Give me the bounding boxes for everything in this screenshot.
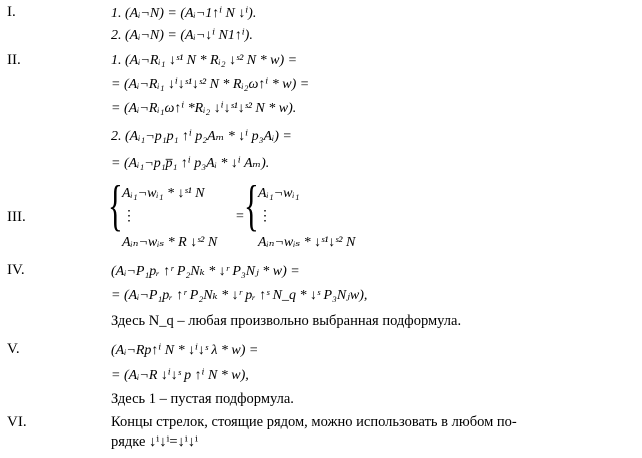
- rule-ii-1-step2: = (Aᵢ¬Rᵢ₁ ↓ⁱ↓ˢ¹↓ˢ² N * Rᵢ₂ω↑ⁱ * w) =: [111, 77, 310, 92]
- rule-vi-text-line1: Концы стрелок, стоящие рядом, можно использовать в любом по-: [111, 414, 517, 430]
- system-right-ellipsis: ⋮: [258, 209, 272, 224]
- section-label-iv: IV.: [7, 262, 25, 278]
- section-label-v: V.: [7, 341, 20, 357]
- rule-iv-1: (Aᵢ¬P₁pᵣ ↑ʳ P₂Nₖ * ↓ʳ P₃Nⱼ * w) =: [111, 264, 300, 279]
- system-right-row-1: Aᵢ₁¬wᵢ₁: [258, 186, 300, 201]
- section-label-iii: III.: [7, 209, 26, 225]
- section-label-i: I.: [7, 4, 16, 20]
- section-label-ii: II.: [7, 52, 21, 68]
- system-left-row-1: Aᵢ₁¬wᵢ₁ * ↓ˢ¹ N: [122, 186, 205, 201]
- note-iv: Здесь N_q – любая произвольно выбранная подформула.: [111, 313, 462, 329]
- rule-ii-2-step2: = (Aᵢ₁¬p₁p̅₁ ↑ⁱ p₃Aᵢ * ↓ⁱ Aₘ).: [111, 156, 270, 171]
- section-label-vi: VI.: [7, 414, 27, 430]
- rule-ii-1: 1. (Aᵢ¬Rᵢ₁ ↓ˢ¹ N * Rᵢ₂ ↓ˢ² N * w) =: [111, 53, 298, 68]
- rule-iv-2: = (Aᵢ¬P₁pᵣ ↑ʳ P₂Nₖ * ↓ʳ pᵣ ↑ˢ N_q * ↓ˢ P₃Nⱼw),: [111, 288, 368, 303]
- system-left-ellipsis: ⋮: [122, 209, 136, 224]
- rule-v-1: (Aᵢ¬Rp↑ⁱ N * ↓ⁱ↓ˢ λ * w) =: [111, 343, 259, 358]
- system-left-row-2: Aᵢₙ¬wᵢₛ * R ↓ˢ² N: [122, 235, 218, 250]
- rule-i-1: 1. (Aᵢ¬N) = (Aᵢ¬1↑ⁱ N ↓ⁱ).: [111, 6, 257, 21]
- rule-v-2: = (Aᵢ¬R ↓ⁱ↓ˢ p ↑ⁱ N * w),: [111, 368, 249, 383]
- note-v: Здесь 1 – пустая подформула.: [111, 391, 294, 407]
- rule-ii-2: 2. (Aᵢ₁¬p₁p₁ ↑ⁱ p₂Aₘ * ↓ⁱ p₃Aᵢ) =: [111, 129, 292, 144]
- rule-vi-text-line2: рядке ↓ⁱ↓ⁱ=↓ⁱ↓ⁱ: [111, 434, 198, 450]
- rule-i-2: 2. (Aᵢ¬N) = (Aᵢ¬↓ⁱ N1↑ⁱ).: [111, 28, 253, 43]
- system-right-row-2: Aᵢₙ¬wᵢₛ * ↓ˢ¹↓ˢ² N: [258, 235, 356, 250]
- system-equals: =: [236, 209, 244, 224]
- right-brace: {: [244, 175, 259, 237]
- left-brace: {: [108, 175, 123, 237]
- rule-ii-1-step3: = (Aᵢ¬Rᵢ₁ω↑ⁱ *Rᵢ₂ ↓ⁱ↓ˢ¹↓ˢ² N * w).: [111, 101, 297, 116]
